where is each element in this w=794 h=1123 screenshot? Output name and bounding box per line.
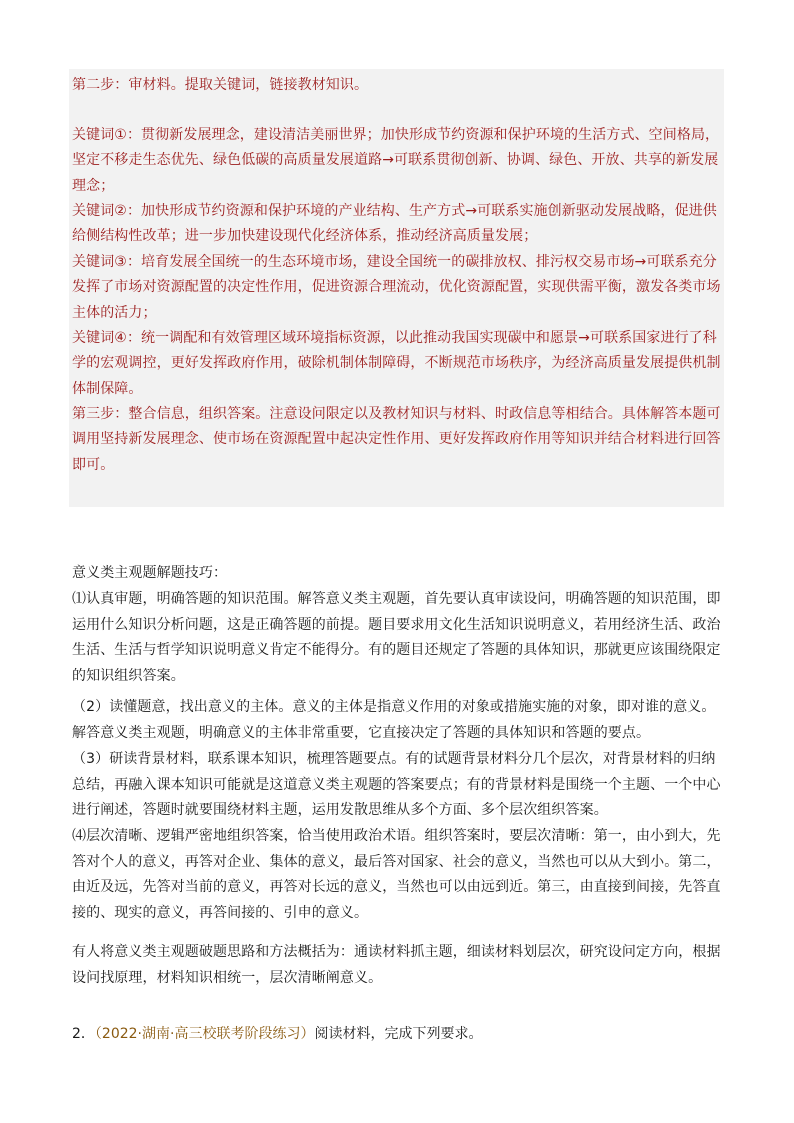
analysis-box [69, 69, 724, 507]
keyword2-text: 关键词②：加快形成节约资源和保护环境的产业结构、生产方式→可联系实施创新驱动发展战略，促进供给侧结构性改革；进一步加快建设现代化经济体系，推动经济高质量发展； [72, 203, 717, 245]
keyword1-text: 关键词①：贯彻新发展理念，建设清洁美丽世界；加快形成节约资源和保护环境的生活方式、空间格局，坚定不移走生态优先、绿色低碳的高质量发展道路→可联系贯彻创新、协调、绿色、开放、共享的新发展理念； [72, 127, 720, 194]
tips-heading: 意义类主观题解题技巧： [72, 565, 228, 581]
question-prompt: 阅读材料，完成下列要求。 [314, 1026, 483, 1042]
step2-text: 第二步：审材料。提取关键词，链接教材知识。 [72, 77, 369, 93]
tip-1: ⑴认真审题，明确答题的知识范围。解答意义类主观题，首先要认真审读设问，明确答题的知识范围，即运用什么知识分析问题，这是正确答题的前提。题目要求用文化生活知识说明意义，若用经济生活、政治生活、生活与哲学知识说明意义肯定不能得分。有的题目还规定了答题的具体知识，那就更应该围绕限定的知识组织答案。 [72, 591, 721, 684]
keyword3-text: 关键词③：培育发展全国统一的生态环境市场，建设全国统一的碳排放权、排污权交易市场→可联系充分发挥了市场对资源配置的决定性作用，促进资源合理流动，优化资源配置，实现供需平衡，激发各类市场主体的活力； [72, 254, 721, 321]
question-header [72, 1022, 482, 1047]
tips-summary: 有人将意义类主观题破题思路和方法概括为：通读材料抓主题，细读材料划层次，研究设问定方向，根据设问找原理，材料知识相统一，层次清晰阐意义。 [72, 944, 721, 986]
step3-text: 第三步：整合信息，组织答案。注意设问限定以及教材知识与材料、时政信息等相结合。具体解答本题可调用坚持新发展理念、使市场在资源配置中起决定性作用、更好发挥政府作用等知识并结合材料进行回答即可。 [72, 406, 721, 473]
keyword4-text: 关键词④：统一调配和有效管理区域环境指标资源，以此推动我国实现碳中和愿景→可联系国家进行了科学的宏观调控，更好发挥政府作用，破除机制体制障碍，不断规范市场秩序，为经济高质量发展提供机制体制保障。 [72, 330, 721, 397]
tip-2: （2）读懂题意，找出意义的主体。意义的主体是指意义作用的对象或措施实施的对象，即对谁的意义。解答意义类主观题，明确意义的主体非常重要，它直接决定了答题的具体知识和答题的要点。 [72, 699, 716, 741]
question-number: 2． [72, 1026, 95, 1042]
tip-3: （3）研读背景材料，联系课本知识，梳理答题要点。有的试题背景材料分几个层次，对背景材料的归纳总结，再融入课本知识可能就是这道意义类主观题的答案要点；有的背景材料是围绕一个主题、一个中心进行阐述，答题时就要围绕材料主题，运用发散思维从多个方面、多个层次组织答案。 [72, 751, 721, 818]
tip-4: ⑷层次清晰、逻辑严密地组织答案，恰当使用政治术语。组织答案时，要层次清晰：第一，由小到大，先答对个人的意义，再答对企业、集体的意义，最后答对国家、社会的意义，当然也可以从大到小。第二，由近及远，先答对当前的意义，再答对长远的意义，当然也可以由远到近。第三，由直接到间接，先答直接的、现实的意义，再答间接的、引申的意义。 [72, 828, 721, 921]
question-source: （2022·湖南·高三校联考阶段练习） [94, 1026, 315, 1042]
